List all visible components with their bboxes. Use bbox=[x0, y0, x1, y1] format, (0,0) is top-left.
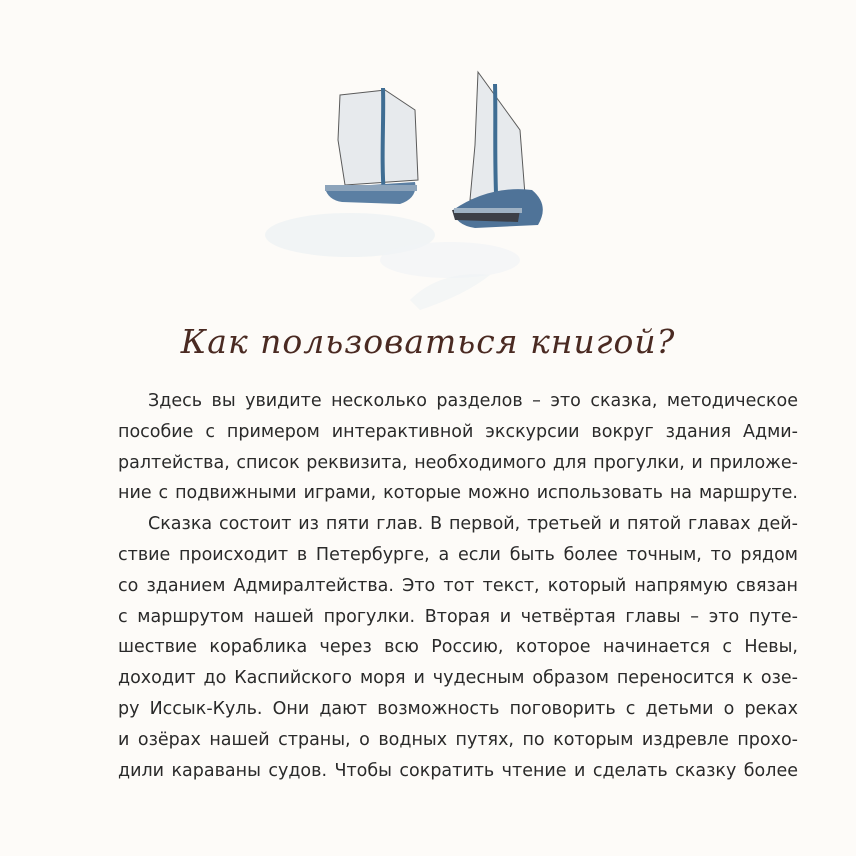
left-boat-mast bbox=[383, 88, 384, 195]
text-line: ние с подвижными играми, которые можно использовать на маршруте. bbox=[118, 483, 798, 504]
text-line: дили караваны судов. Чтобы сократить чтение и сделать сказку более bbox=[118, 760, 798, 781]
water-splash bbox=[380, 242, 520, 278]
paragraph-2 bbox=[118, 509, 798, 786]
text-line: доходит до Каспийского моря и чудесным образом переносится к озе- bbox=[118, 668, 798, 689]
page-title: Как пользоваться книгой? bbox=[180, 322, 676, 361]
text-line: ралтейства, список реквизита, необходимого для прогулки, и приложе- bbox=[118, 452, 798, 473]
body-text bbox=[118, 386, 798, 786]
left-boat-deck bbox=[325, 185, 417, 191]
text-line: со зданием Адмиралтейства. Это тот текст, который напрямую связан bbox=[118, 575, 798, 596]
text-line: Здесь вы увидите несколько разделов – это сказка, методическое bbox=[148, 391, 798, 411]
text-line: Сказка состоит из пяти глав. В первой, третьей и пятой главах дей- bbox=[148, 514, 798, 535]
text-line: и озёрах нашей страны, о водных путях, по которым издревле прохо- bbox=[118, 729, 798, 750]
paragraph-1 bbox=[118, 386, 798, 509]
text-line: пособие с примером интерактивной экскурсии вокруг здания Адми- bbox=[118, 421, 798, 442]
text-line: шествие кораблика через всю Россию, которое начинается с Невы, bbox=[118, 637, 798, 658]
two-sailboats-icon bbox=[250, 60, 610, 330]
text-line: ру Иссык-Куль. Они дают возможность поговорить с детьми о реках bbox=[118, 698, 798, 719]
text-line: ствие происходит в Петербурге, а если быть более точным, то рядом bbox=[118, 544, 798, 565]
right-boat-stripe bbox=[454, 208, 522, 213]
left-boat-sail bbox=[338, 90, 418, 185]
water-splash bbox=[410, 274, 490, 310]
text-line: с маршрутом нашей прогулки. Вторая и четвёртая главы – это путе- bbox=[118, 606, 798, 627]
